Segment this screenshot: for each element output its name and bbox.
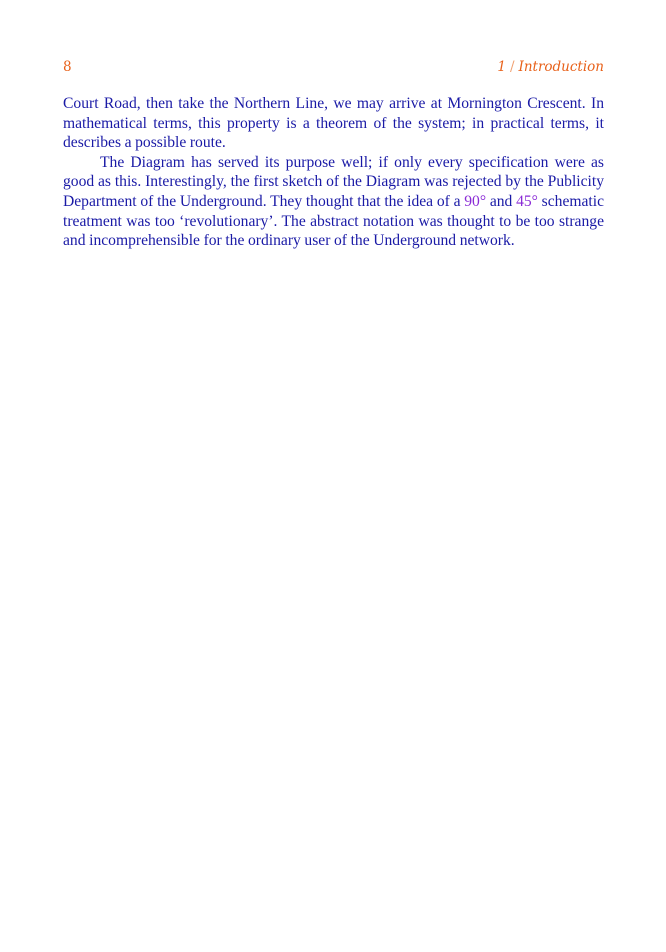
chapter-number: 1: [497, 59, 506, 75]
body-text: [63, 94, 604, 251]
chapter-title: Introduction: [518, 59, 604, 75]
paragraph: [63, 153, 604, 251]
angle-value: 45°: [516, 192, 538, 210]
angle-value: 90°: [464, 192, 487, 210]
running-title: [497, 59, 604, 75]
paragraph-text: The Diagram has served its purpose well; if only every specification were as good as this. Interestingly, the first sketch of the Diagram was rejected by the Publicity Department of the Underground. They thought that the idea of a: [63, 153, 604, 210]
paragraph: Court Road, then take the Northern Line, we may arrive at Mornington Crescent. In mathematical terms, this property is a theorem of the system; in practical terms, it describes a possible route.: [63, 95, 604, 152]
paragraph-text: and: [486, 192, 517, 210]
header-separator: /: [509, 59, 515, 75]
page-header: [63, 59, 604, 77]
paragraph-text: schematic treatment was too ‘revolutionary’. The abstract notation was thought to be too strange and incomprehensible for the ordinary user of the Underground network.: [63, 192, 605, 250]
page-number: 8: [63, 59, 72, 75]
